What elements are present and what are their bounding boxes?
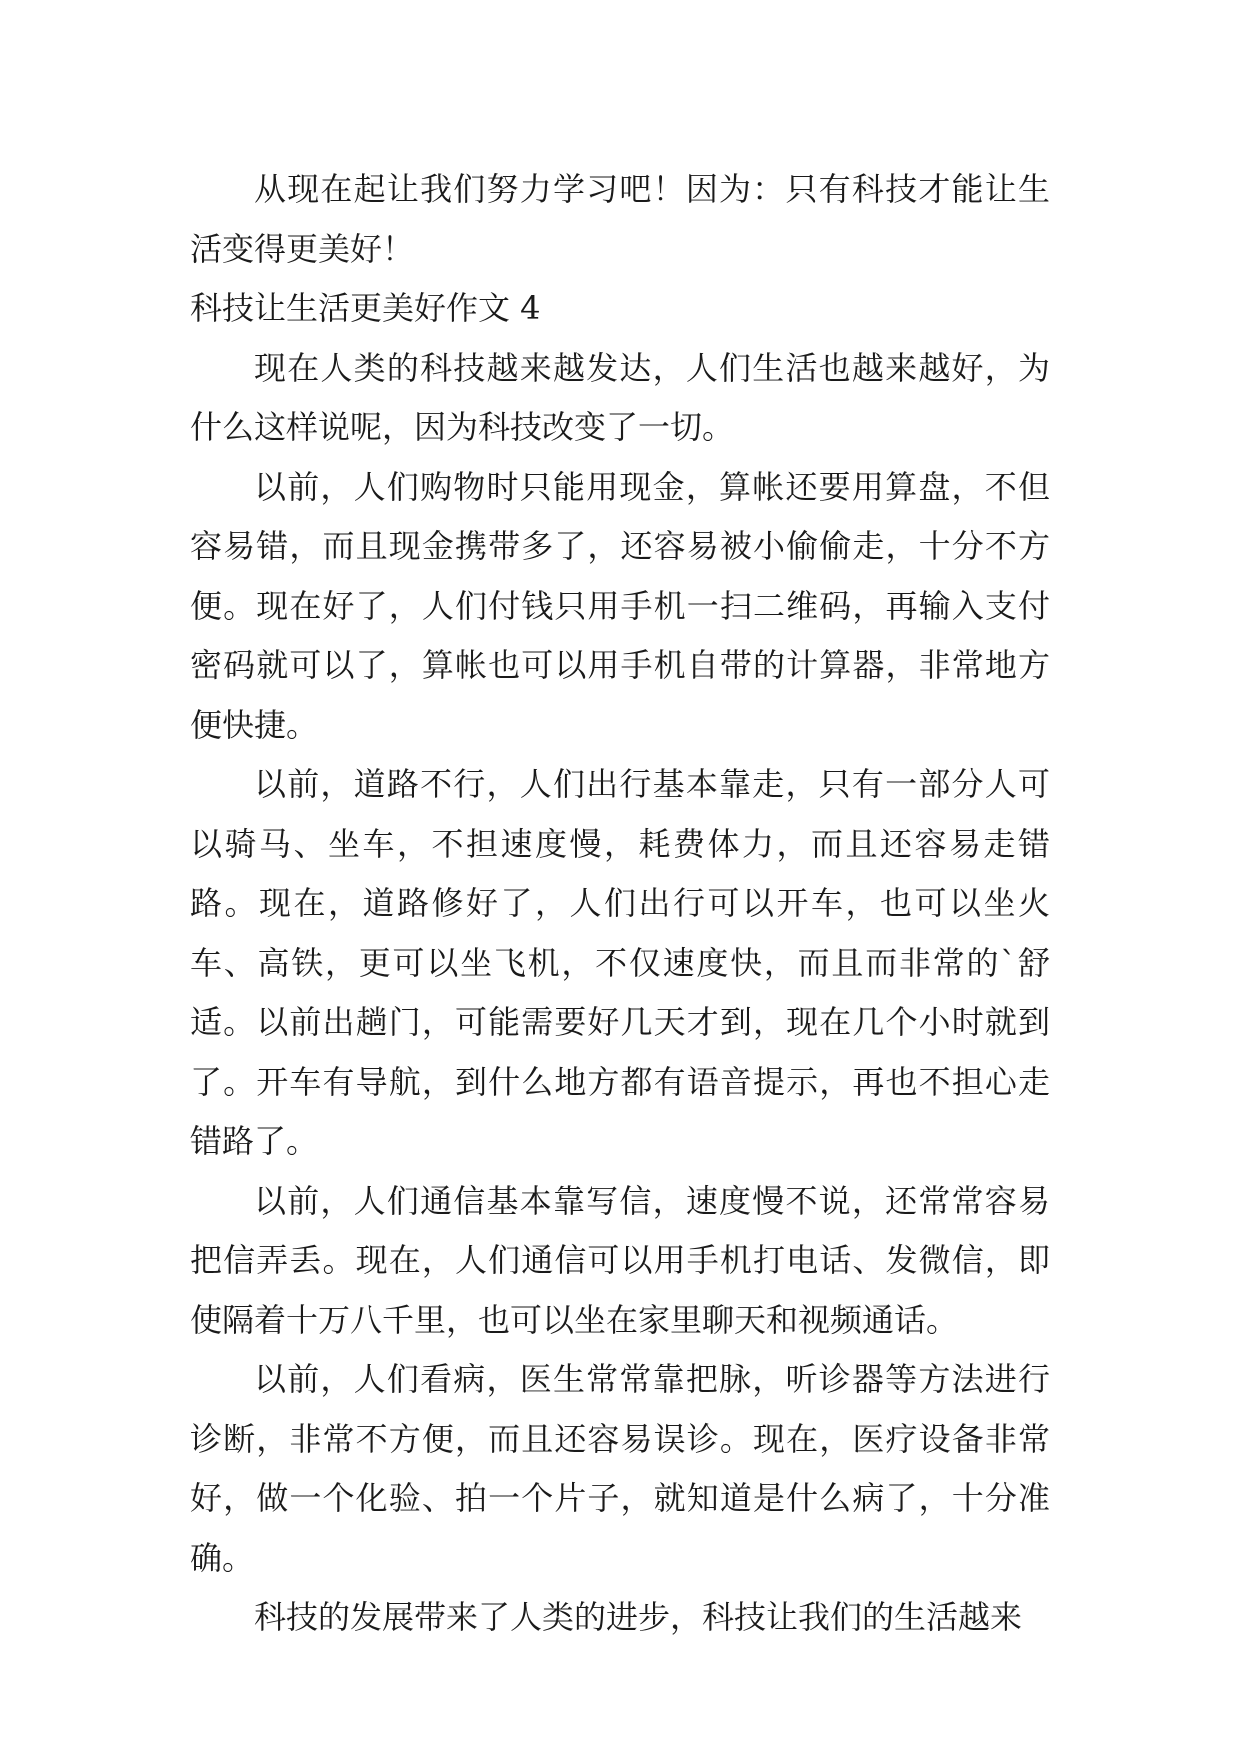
paragraph: 科技的发展带来了人类的进步，科技让我们的生活越来 — [254, 1598, 1023, 1636]
paragraph-intro: 从现在起让我们努力学习吧！因为：只有科技才能让生活变得更美好！ — [190, 170, 1050, 268]
paragraph: 以前，人们购物时只能用现金，算帐还要用算盘，不但容易错，而且现金携带多了，还容易被小偷偷走，十分不方便。现在好了，人们付钱只用手机一扫二维码，再输入支付密码就可以了，算帐也可以用手机自带的计算器，非常地方便快捷。 — [190, 467, 1050, 744]
paragraph: 现在人类的科技越来越发达，人们生活也越来越好，为什么这样说呢，因为科技改变了一切。 — [190, 348, 1050, 446]
paragraph: 以前，人们通信基本靠写信，速度慢不说，还常常容易把信弄丢。现在，人们通信可以用手机打电话、发微信，即使隔着十万八千里，也可以坐在家里聊天和视频通话。 — [190, 1181, 1050, 1339]
document-body — [190, 160, 1050, 1648]
paragraph: 以前，人们看病，医生常常靠把脉，听诊器等方法进行诊断，非常不方便，而且还容易误诊。现在，医疗设备非常好，做一个化验、拍一个片子，就知道是什么病了，十分准确。 — [190, 1360, 1050, 1577]
section-heading: 科技让生活更美好作文 4 — [190, 289, 541, 327]
paragraph: 以前，道路不行，人们出行基本靠走，只有一部分人可以骑马、坐车，不担速度慢，耗费体力，而且还容易走错路。现在，道路修好了，人们出行可以开车，也可以坐火车、高铁，更可以坐飞机，不仅速度快，而且而非常的`舒适。以前出趟门，可能需要好几天才到，现在几个小时就到了。开车有导航，到什么地方都有语音提示，再也不担心走错路了。 — [190, 765, 1050, 1160]
